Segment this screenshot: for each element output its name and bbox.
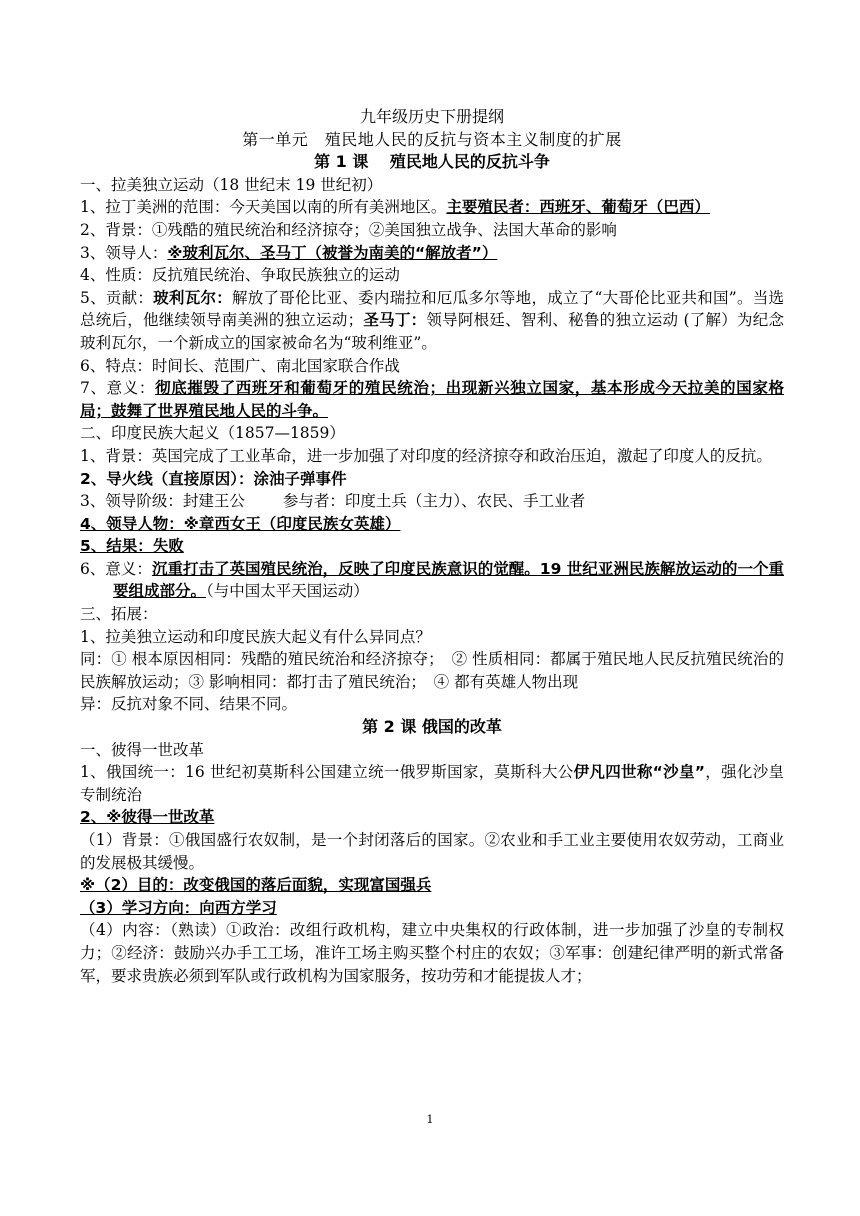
item-contribution: 5、贡献：玻利瓦尔：解放了哥伦比亚、委内瑞拉和厄瓜多尔等地，成立了“大哥伦比亚共和国”。当选总统后，他继续领导南美洲的独立运动；圣马丁：领导阿根廷、智利、秘鲁的独立运动 (了解）为纪念玻利瓦尔，一个新成立的国家被命名为“玻利维亚”。 [80, 288, 784, 352]
item-scope: 1、拉丁美洲的范围：今天美国以南的所有美洲地区。主要殖民者：西班牙、葡萄牙（巴西） [80, 198, 710, 217]
document-body [80, 106, 784, 987]
peter-reform-heading: 2、※彼得一世改革 [80, 808, 215, 827]
reform-content: （4）内容：（熟读）①政治：改组行政机构，建立中央集权的行政体制，进一步加强了沙皇的专制权力；②经济：鼓励兴办手工工场，准许工场主购买整个村庄的农奴；③军事：创建纪律严明的新式常备军，要求贵族必须到军队或行政机构为国家服务，按功劳和才能提拔人才； [80, 921, 784, 985]
india-trigger: 2、导火线（直接原因）：涂油子弹事件 [80, 469, 347, 488]
india-result: 5、结果：失败 [80, 537, 184, 556]
india-background: 1、背景：英国完成了工业革命，进一步加强了对印度的经济掠夺和政治压迫，激起了印度人的反抗。 [80, 446, 772, 465]
section-peter-reform: 一、彼得一世改革 [80, 740, 205, 759]
lesson-2-heading: 第 2 课 俄国的改革 [362, 717, 502, 737]
section-india-uprising: 二、印度民族大起义（1857—1859） [80, 424, 345, 443]
lesson-1-heading: 第 1 课 殖民地人民的反抗斗争 [314, 152, 550, 172]
item-significance: 7、意义：彻底摧毁了西班牙和葡萄牙的殖民统治；出现新兴独立国家，基本形成今天拉美的国家格局；鼓舞了世界殖民地人民的斗争。 [80, 379, 784, 420]
india-leader: 4、领导人物：※章西女王（印度民族女英雄） [80, 514, 401, 533]
russia-unification: 1、俄国统一：16 世纪初莫斯科公国建立统一俄罗斯国家，莫斯科大公伊凡四世称“沙皇”，强化沙皇专制统治 [80, 763, 784, 804]
india-significance: 6、意义：沉重打击了英国殖民统治，反映了印度民族意识的觉醒。19 世纪亚洲民族解放运动的一个重要组成部分。（与中国太平天国运动） [80, 559, 784, 601]
india-leading-class: 3、领导阶级：封建王公 参与者：印度土兵（主力）、农民、手工业者 [80, 492, 586, 511]
section-latin-america: 一、拉美独立运动（18 世纪末 19 世纪初） [80, 175, 383, 194]
extension-question: 1、拉美独立运动和印度民族大起义有什么异同点？ [80, 627, 431, 646]
section-extension: 三、拓展： [80, 605, 158, 624]
reform-purpose: ※（2）目的：改变俄国的落后面貌，实现富国强兵 [80, 876, 432, 895]
extension-similarities: 同：① 根本原因相同：残酷的殖民统治和经济掠夺； ② 性质相同：都属于殖民地人民反抗殖民统治的民族解放运动；③ 影响相同：都打击了殖民统治； ④ 都有英雄人物出现 [80, 650, 784, 691]
document-title: 九年级历史下册提纲 [359, 107, 504, 126]
page-number: 1 [426, 1113, 434, 1126]
item-nature: 4、性质：反抗殖民统治、争取民族独立的运动 [80, 266, 400, 285]
item-background: 2、背景：①残酷的殖民统治和经济掠夺；②美国独立战争、法国大革命的影响 [80, 220, 617, 239]
item-leaders: 3、领导人：※玻利瓦尔、圣马丁（被誉为南美的“解放者”） [80, 243, 498, 262]
item-features: 6、特点：时间长、范围广、南北国家联合作战 [80, 356, 400, 375]
reform-direction: （3）学习方向：向西方学习 [80, 898, 277, 917]
reform-background: （1）背景：①俄国盛行农奴制，是一个封闭落后的国家。②农业和手工业主要使用农奴劳动，工商业的发展极其缓慢。 [80, 831, 784, 872]
extension-differences: 异：反抗对象不同、结果不同。 [80, 695, 298, 714]
unit-title: 第一单元 殖民地人民的反抗与资本主义制度的扩展 [242, 129, 622, 149]
